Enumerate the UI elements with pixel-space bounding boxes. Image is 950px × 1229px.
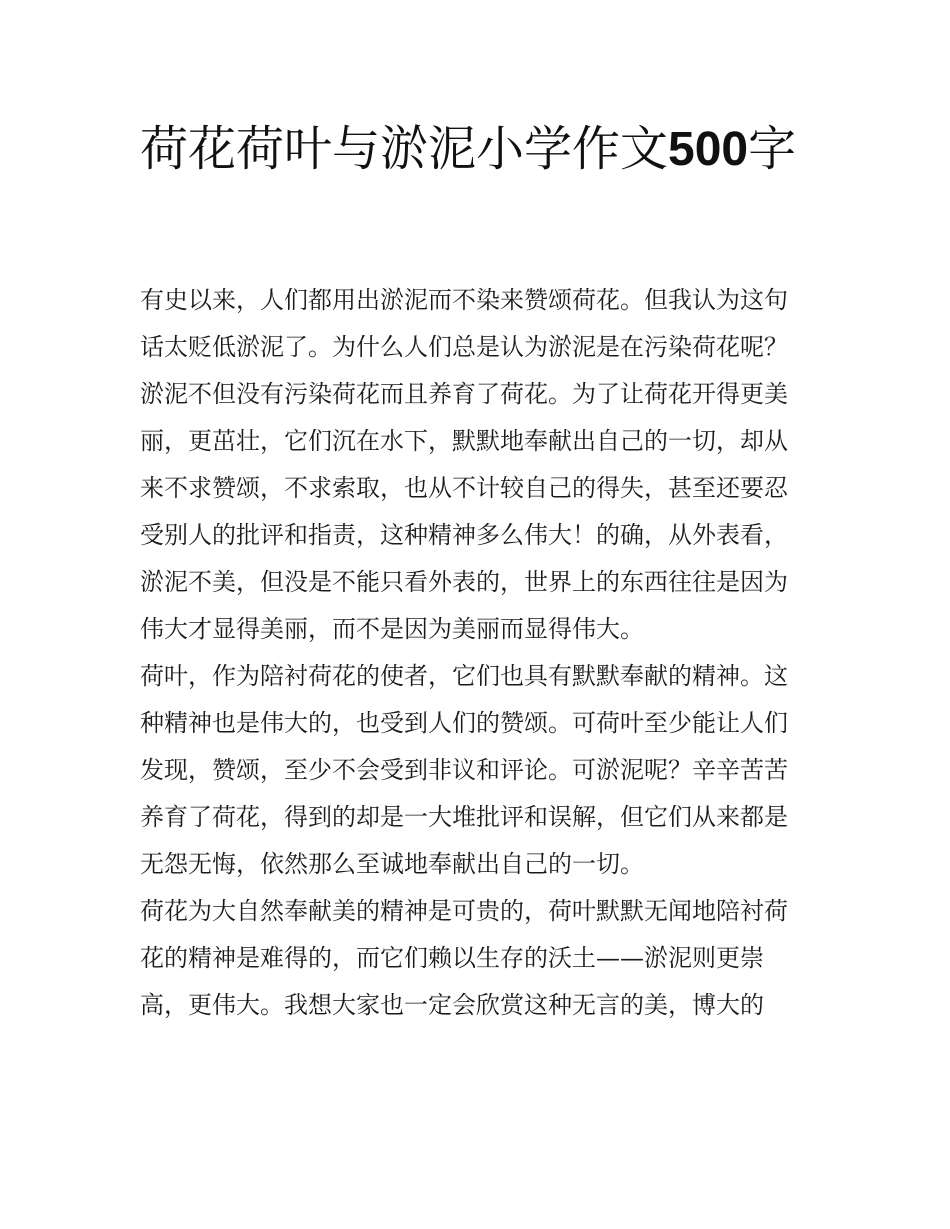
text-line: 花的精神是难得的，而它们赖以生存的沃土——淤泥则更崇 — [140, 944, 764, 972]
text-line: 淤泥不但没有污染荷花而且养育了荷花。为了让荷花开得更美 — [140, 380, 788, 408]
essay-body — [140, 277, 812, 1029]
text-line: 发现，赞颂，至少不会受到非议和评论。可淤泥呢？辛辛苦苦 — [140, 756, 788, 784]
paragraph-2 — [140, 653, 812, 888]
text-line: 丽，更茁壮，它们沉在水下，默默地奉献出自己的一切，却从 — [140, 427, 788, 455]
text-line: 受别人的批评和指责，这种精神多么伟大！的确，从外表看， — [140, 521, 788, 549]
text-line: 有史以来，人们都用出淤泥而不染来赞颂荷花。但我认为这句 — [140, 286, 788, 314]
title-suffix: 字 — [748, 121, 797, 177]
title-text: 荷花荷叶与淤泥小学作文 — [140, 121, 669, 177]
title-number: 500 — [668, 123, 749, 176]
text-line: 荷花为大自然奉献美的精神是可贵的，荷叶默默无闻地陪衬荷 — [140, 897, 788, 925]
text-line: 来不求赞颂，不求索取，也从不计较自己的得失，甚至还要忍 — [140, 474, 788, 502]
paragraph-1 — [140, 277, 812, 653]
text-line: 种精神也是伟大的，也受到人们的赞颂。可荷叶至少能让人们 — [140, 709, 788, 737]
text-line: 话太贬低淤泥了。为什么人们总是认为淤泥是在污染荷花呢？ — [140, 333, 788, 361]
paragraph-3 — [140, 888, 812, 1029]
text-line: 高，更伟大。我想大家也一定会欣赏这种无言的美，博大的 — [140, 991, 764, 1019]
page-title — [140, 112, 820, 187]
text-line: 养育了荷花，得到的却是一大堆批评和误解，但它们从来都是 — [140, 803, 788, 831]
text-line: 无怨无悔，依然那么至诚地奉献出自己的一切。 — [140, 850, 644, 878]
text-line: 荷叶，作为陪衬荷花的使者，它们也具有默默奉献的精神。这 — [140, 662, 788, 690]
text-line: 伟大才显得美丽，而不是因为美丽而显得伟大。 — [140, 615, 644, 643]
text-line: 淤泥不美，但没是不能只看外表的，世界上的东西往往是因为 — [140, 568, 788, 596]
